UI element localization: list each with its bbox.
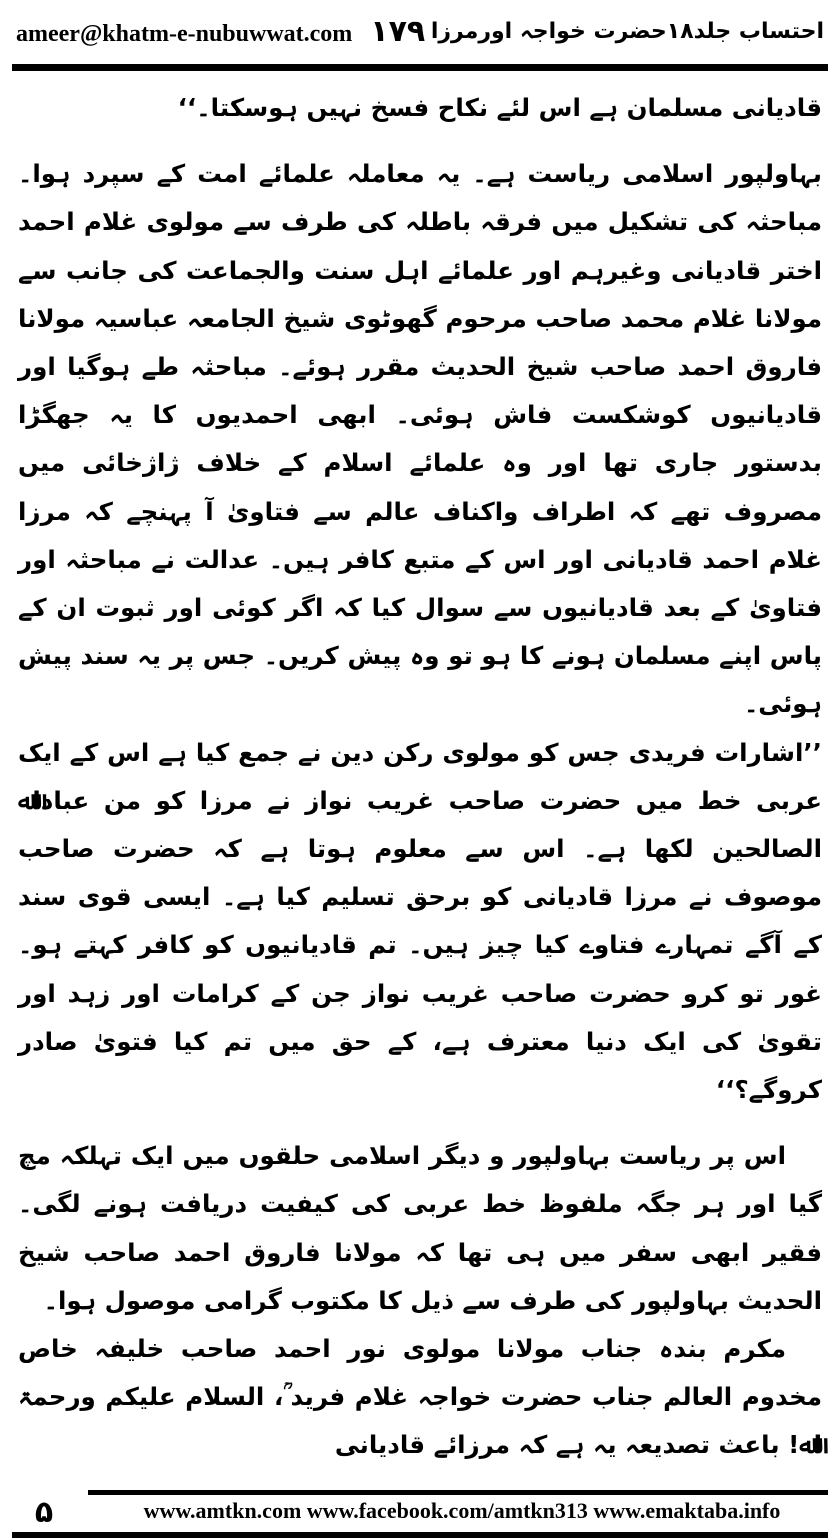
paragraph-2: بہاولپور اسلامی ریاست ہے۔ یہ معاملہ علمائے امت کے سپرد ہوا۔ مباحثہ کی تشکیل میں فرقہ باطلہ کی طرف سے مولوی غلام احمد اختر قادیانی وغیرہم اور علمائے اہل سنت والجماعت کی جانب سے مولانا غلام محمد صاحب مرحوم گھوٹوی شیخ الجامعہ عباسیہ مولانا فاروق احمد صاحب شیخ الحدیث مقرر ہوئے۔ مباحثہ طے ہوگیا اور قادیانیوں کوشکست فاش ہوئی۔ ابھی احمدیوں کا یہ جھگڑا بدستور جاری تھا اور وہ علمائے اسلام کے خلاف ژاژخائی میں مصروف تھے کہ اطراف واکناف عالم سے فتاویٰ آ پہنچے کہ مرزا غلام احمد قادیانی اور اس کے متبع کافر ہیں۔ عدالت نے مباحثہ اور فتاویٰ کے بعد قادیانیوں سے سوال کیا کہ اگر کوئی اور ثبوت ان کے پاس اپنے مسلمان ہونے کا ہو تو وہ پیش کریں۔ جس پر یہ سند پیش ہوئی۔ [18,159,822,719]
paragraph-4: اس پر ریاست بہاولپور و دیگر اسلامی حلقوں میں ایک تہلکہ مچ گیا اور ہر جگہ ملفوظ خط عربی کی کیفیت دریافت ہونے لگی۔ فقیر ابھی سفر میں ہی تھا کہ مولانا فاروق احمد صاحب شیخ الحدیث بہاولپور کی طرف سے ذیل کا مکتوب گرامی موصول ہوا۔ [18,1141,822,1315]
paragraph-3: ’’اشارات فریدی جس کو مولوی رکن دین نے جمع کیا ہے اس کے ایک عربی خط میں حضرت صاحب غریب نواز نے مرزا کو من عباداﷲ الصالحین لکھا ہے۔ اس سے معلوم ہوتا ہے کہ حضرت صاحب موصوف نے مرزا قادیانی کو برحق تسلیم کیا ہے۔ ایسی قوی سند کے آگے تمہارے فتاوے کیا چیز ہیں۔ تم قادیانیوں کو کافر کہتے ہو۔ غور تو کرو حضرت صاحب غریب نواز جن کے کرامات اور زہد اور تقویٰ کی ایک دنیا معترف ہے، کے حق میں تم کیا فتویٰ صادر کروگے؟‘‘ [18,737,822,1105]
paragraph-5: مکرم بندہ جناب مولانا مولوی نور احمد صاحب خلیفہ خاص مخدوم العالم جناب حضرت خواجہ غلام فرید ؒ، السلام علیکم ورحمۃ اﷲ! باعث تصدیعہ یہ ہے کہ مرزائے قادیانی [18,1334,822,1460]
paragraph-1: قادیانی مسلمان ہے اس لئے نکاح فسخ نہیں ہوسکتا۔‘‘ [177,93,822,122]
page-header [16,0,824,62]
header-rule [12,64,828,71]
header-page-number: ۱۷۹ [370,13,426,49]
footer-page-number: ۵ [34,1494,54,1530]
footer-bar [12,1532,828,1538]
footer-urls: www.amtkn.com www.facebook.com/amtkn313 www.emaktaba.info [143,1498,781,1523]
footer-rule [88,1490,828,1495]
header-left [16,14,425,49]
header-title: احتساب جلد۱۸حضرت خواجہ اورمرزا [430,18,824,44]
body-text [18,84,822,1470]
header-email: ameer@khatm-e-nubuwwat.com [16,20,353,47]
page-footer [0,1486,840,1540]
